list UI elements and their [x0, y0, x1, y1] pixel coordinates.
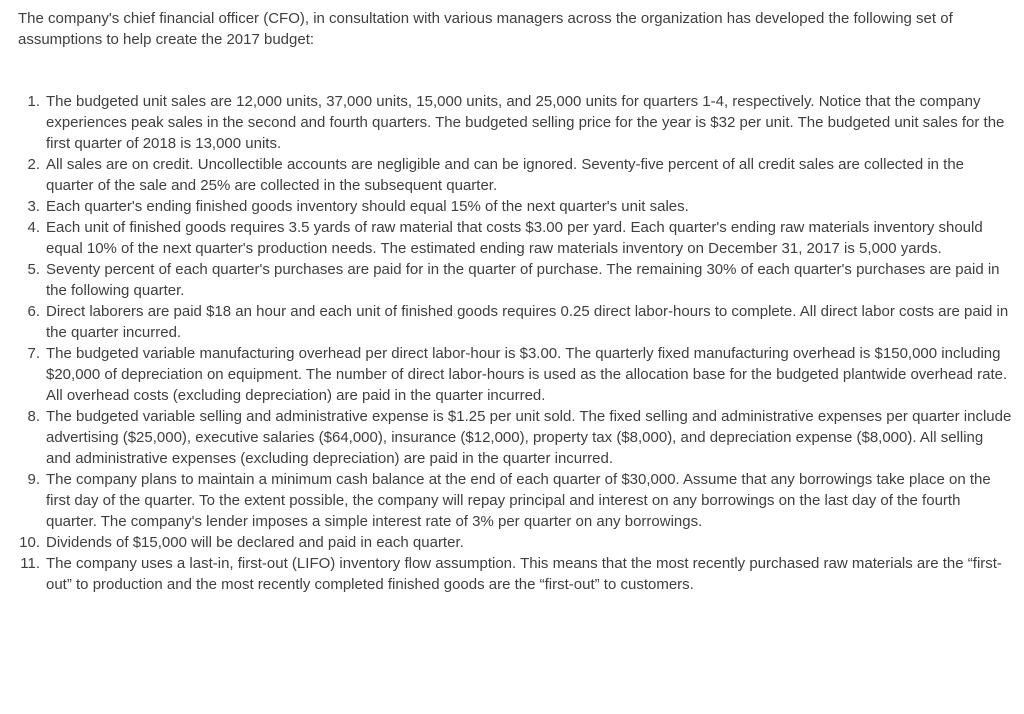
assumption-number: 5.: [27, 261, 40, 278]
assumptions-list: [18, 91, 1012, 595]
assumption-item: [18, 532, 1012, 553]
assumption-text: The budgeted variable selling and administrative expense is $1.25 per unit sold. The fixed selling and administrative expenses per quarter include advertising ($25,000), executive salaries ($64,000), insurance ($12,000), property tax ($8,000), and depreciation expense ($8,000). All selling and administrative expenses (excluding depreciation) are paid in the quarter incurred.: [46, 408, 1012, 467]
assumption-number: 3.: [27, 198, 40, 215]
assumption-text: Seventy percent of each quarter's purchases are paid for in the quarter of purchase. The remaining 30% of each quarter's purchases are paid in the following quarter.: [46, 261, 1000, 299]
assumption-number: 4.: [27, 219, 40, 236]
assumption-text: The company uses a last-in, first-out (LIFO) inventory flow assumption. This means that the most recently purchased raw materials are the “first-out” to production and the most recently completed finished goods are the “first-out” to customers.: [46, 555, 1002, 593]
assumption-item: [18, 217, 1012, 259]
assumption-item: [18, 154, 1012, 196]
assumption-item: [18, 406, 1012, 469]
assumption-item: [18, 301, 1012, 343]
intro-paragraph: The company's chief financial officer (CFO), in consultation with various managers across the organization has developed the following set of assumptions to help create the 2017 budget:: [18, 10, 953, 48]
assumption-text: Each quarter's ending finished goods inventory should equal 15% of the next quarter's unit sales.: [46, 198, 689, 215]
assumption-number: 2.: [27, 156, 40, 173]
assumption-text: The budgeted variable manufacturing overhead per direct labor-hour is $3.00. The quarterly fixed manufacturing overhead is $150,000 including $20,000 of depreciation on equipment. The number of direct labor-hours is used as the allocation base for the budgeted plantwide overhead rate. All overhead costs (excluding depreciation) are paid in the quarter incurred.: [46, 345, 1008, 404]
assumption-item: [18, 469, 1012, 532]
assumption-number: 7.: [27, 345, 40, 362]
assumption-text: All sales are on credit. Uncollectible accounts are negligible and can be ignored. Seventy-five percent of all credit sales are collected in the quarter of the sale and 25% are collected in the subsequent quarter.: [46, 156, 965, 194]
assumption-text: Dividends of $15,000 will be declared and paid in each quarter.: [46, 534, 464, 551]
assumption-number: 10.: [19, 534, 40, 551]
assumption-text: The company plans to maintain a minimum cash balance at the end of each quarter of $30,000. Assume that any borrowings take place on the first day of the quarter. To the extent possible, the company will repay principal and interest on any borrowings on the last day of the fourth quarter. The company's lender imposes a simple interest rate of 3% per quarter on any borrowings.: [46, 471, 991, 530]
assumption-number: 6.: [27, 303, 40, 320]
assumption-item: [18, 259, 1012, 301]
assumption-number: 11.: [20, 555, 40, 572]
assumption-text: Each unit of finished goods requires 3.5 yards of raw material that costs $3.00 per yard. Each quarter's ending raw materials inventory should equal 10% of the next quarter's production needs. The estimated ending raw materials inventory on December 31, 2017 is 5,000 yards.: [46, 219, 983, 257]
assumption-item: [18, 91, 1012, 154]
assumption-text: The budgeted unit sales are 12,000 units, 37,000 units, 15,000 units, and 25,000 units for quarters 1-4, respectively. Notice that the company experiences peak sales in the second and fourth quarters. The budgeted selling price for the year is $32 per unit. The budgeted unit sales for the first quarter of 2018 is 13,000 units.: [46, 93, 1005, 152]
assumption-number: 1.: [27, 93, 40, 110]
assumption-item: [18, 553, 1012, 595]
assumption-number: 8.: [27, 408, 40, 425]
assumption-item: [18, 196, 1012, 217]
assumption-text: Direct laborers are paid $18 an hour and each unit of finished goods requires 0.25 direct labor-hours to complete. All direct labor costs are paid in the quarter incurred.: [46, 303, 1009, 341]
assumption-item: [18, 343, 1012, 406]
assumption-number: 9.: [27, 471, 40, 488]
